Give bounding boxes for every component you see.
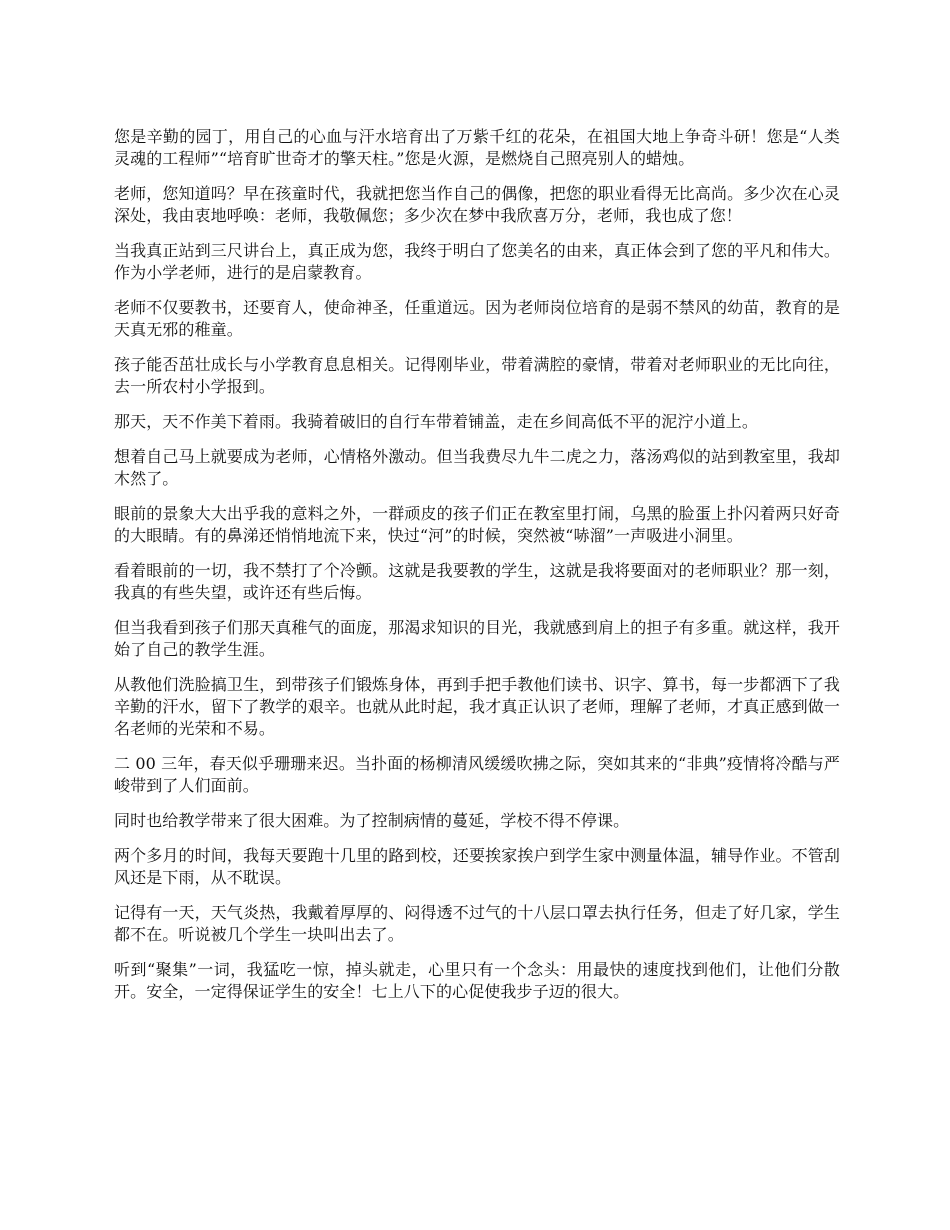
paragraph: 看着眼前的一切，我不禁打了个冷颤。这就是我要教的学生，这就是我将要面对的老师职业？那一刻，我真的有些失望，或许还有些后悔。 xyxy=(114,561,840,602)
paragraph: 老师，您知道吗？早在孩童时代，我就把您当作自己的偶像，把您的职业看得无比高尚。多少次在心灵深处，我由衷地呼唤：老师，我敬佩您；多少次在梦中我欣喜万分，老师，我也成了您！ xyxy=(114,184,840,225)
paragraph: 眼前的景象大大出乎我的意料之外，一群顽皮的孩子们正在教室里打闹，乌黑的脸蛋上扑闪着两只好奇的大眼睛。有的鼻涕还悄悄地流下来，快过“河”的时候，突然被“哧溜”一声吸进小洞里。 xyxy=(114,504,840,545)
document-body xyxy=(114,126,840,1016)
paragraph: 从教他们洗脸搞卫生，到带孩子们锻炼身体，再到手把手教他们读书、识字、算书，每一步都洒下了我辛勤的汗水，留下了教学的艰辛。也就从此时起，我才真正认识了老师，理解了老师，才真正感到做一名老师的光荣和不易。 xyxy=(114,675,840,738)
paragraph: 但当我看到孩子们那天真稚气的面庞，那渴求知识的目光，我就感到肩上的担子有多重。就这样，我开始了自己的教学生涯。 xyxy=(114,618,840,659)
paragraph: 那天，天不作美下着雨。我骑着破旧的自行车带着铺盖，走在乡间高低不平的泥泞小道上。 xyxy=(114,412,759,431)
paragraph: 两个多月的时间，我每天要跑十几里的路到校，还要挨家挨户到学生家中测量体温，辅导作业。不管刮风还是下雨，从不耽误。 xyxy=(114,846,840,887)
paragraph: 想着自己马上就要成为老师，心情格外激动。但当我费尽九牛二虎之力，落汤鸡似的站到教室里，我却木然了。 xyxy=(114,447,840,488)
paragraph: 您是辛勤的园丁，用自己的心血与汗水培育出了万紫千红的花朵，在祖国大地上争奇斗研！您是“人类灵魂的工程师”“培育旷世奇才的擎天柱。”您是火源，是燃烧自己照亮别人的蜡烛。 xyxy=(114,127,840,168)
paragraph: 记得有一天，天气炎热，我戴着厚厚的、闷得透不过气的十八层口罩去执行任务，但走了好几家，学生都不在。听说被几个学生一块叫出去了。 xyxy=(114,903,840,944)
paragraph: 老师不仅要教书，还要育人，使命神圣，任重道远。因为老师岗位培育的是弱不禁风的幼苗，教育的是天真无邪的稚童。 xyxy=(114,298,840,339)
paragraph: 孩子能否茁壮成长与小学教育息息相关。记得刚毕业，带着满腔的豪情，带着对老师职业的无比向往，去一所农村小学报到。 xyxy=(114,355,840,396)
paragraph: 二 00 三年，春天似乎珊珊来迟。当扑面的杨柳清风缓缓吹拂之际，突如其来的“非典”疫情将冷酷与严峻带到了人们面前。 xyxy=(114,754,840,795)
paragraph: 同时也给教学带来了很大困难。为了控制病情的蔓延，学校不得不停课。 xyxy=(114,811,630,830)
paragraph: 听到“聚集”一词，我猛吃一惊，掉头就走，心里只有一个念头：用最快的速度找到他们，让他们分散开。安全，一定得保证学生的安全！七上八下的心促使我步子迈的很大。 xyxy=(114,960,840,1001)
paragraph: 当我真正站到三尺讲台上，真正成为您，我终于明白了您美名的由来，真正体会到了您的平凡和伟大。作为小学老师，进行的是启蒙教育。 xyxy=(114,241,840,282)
